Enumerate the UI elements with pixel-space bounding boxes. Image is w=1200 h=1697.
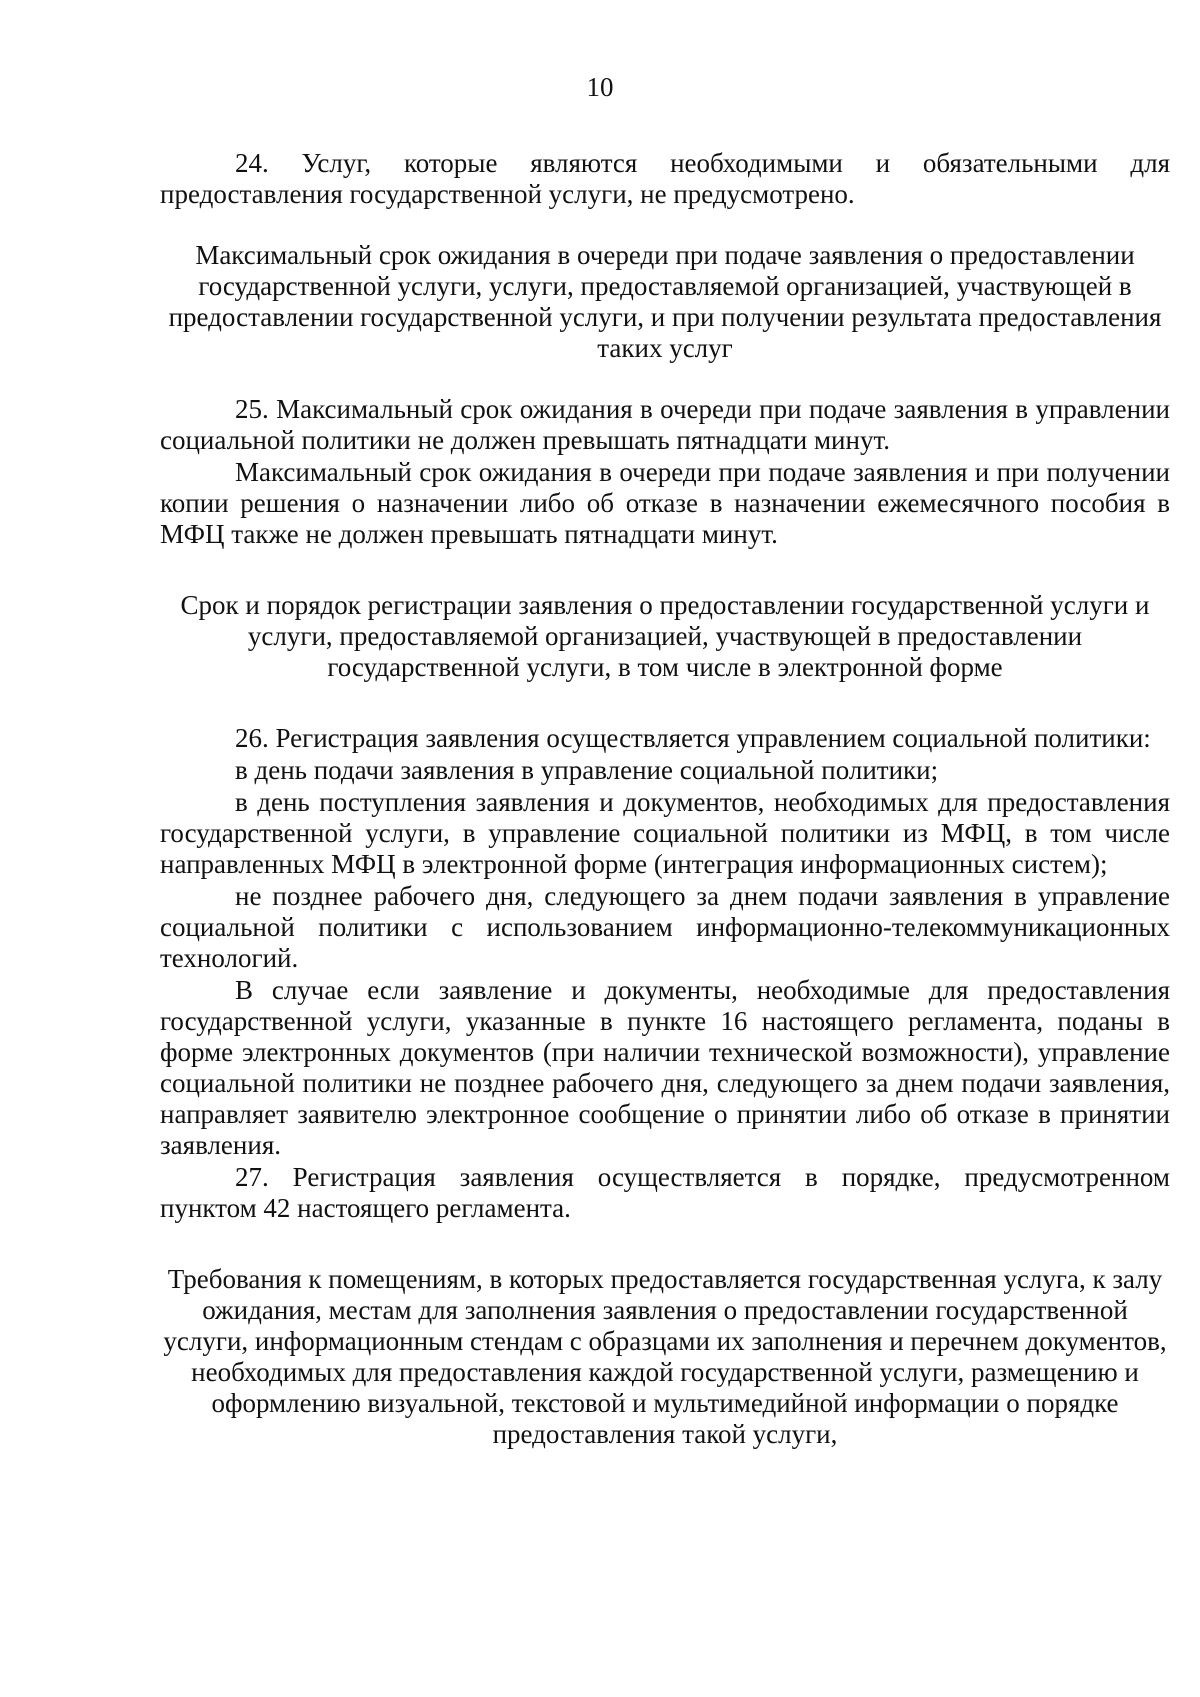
paragraph-26-item-2: в день поступления заявления и документов, необходимых для предоставления государственной услуги, в управление социальной политики из МФЦ, в том числе направленных МФЦ в электронной форме (интеграция информационных систем); bbox=[160, 787, 1170, 879]
paragraph-25-mfc: Максимальный срок ожидания в очереди при подаче заявления и при получении копии решения о назначении либо об отказе в назначении ежемесячного пособия в МФЦ также не должен превышать пятнадцати минут. bbox=[160, 457, 1170, 549]
section-heading-premises: Требования к помещениям, в которых предоставляется государственная услуга, к залу ожидания, местам для заполнения заявления о предоставлении государственной услуги, информационным стендам с образцами их заполнения и перечнем документов, необходимых для предоставления каждой государственной услуги, размещению и оформлению визуальной, текстовой и мультимедийной информации о порядке предоставления такой услуги, bbox=[163, 1264, 1167, 1449]
section-heading-queue-time: Максимальный срок ожидания в очереди при подаче заявления о предоставлении государственной услуги, услуги, предоставляемой организацией, участвующей в предоставлении государственной услуги, и при получении результата предоставления таких услуг bbox=[168, 240, 1162, 363]
section-heading-registration: Срок и порядок регистрации заявления о предоставлении государственной услуги и услуги, предоставляемой организацией, участвующей в предоставлении государственной услуги, в том числе в электронной форме bbox=[180, 590, 1150, 682]
paragraph-25: 25. Максимальный срок ожидания в очереди при подаче заявления в управлении социальной политики не должен превышать пятнадцати минут. bbox=[160, 394, 1170, 455]
page-number: 10 bbox=[586, 72, 614, 102]
document-body bbox=[160, 148, 1170, 1450]
paragraph-27: 27. Регистрация заявления осуществляется в порядке, предусмотренном пунктом 42 настоящего регламента. bbox=[160, 1162, 1170, 1223]
paragraph-26-electronic: В случае если заявление и документы, необходимые для предоставления государственной услуги, указанные в пункте 16 настоящего регламента, поданы в форме электронных документов (при наличии технической возможности), управление социальной политики не позднее рабочего дня, следующего за днем подачи заявления, направляет заявителю электронное сообщение о принятии либо об отказе в принятии заявления. bbox=[160, 975, 1170, 1160]
paragraph-26: 26. Регистрация заявления осуществляется управлением социальной политики: bbox=[235, 723, 1151, 753]
paragraph-26-item-3: не позднее рабочего дня, следующего за днем подачи заявления в управление социальной политики с использованием информационно-телекоммуникационных технологий. bbox=[160, 881, 1170, 973]
paragraph-24: 24. Услуг, которые являются необходимыми и обязательными для предоставления государственной услуги, не предусмотрено. bbox=[160, 148, 1170, 209]
paragraph-26-item-1: в день подачи заявления в управление социальной политики; bbox=[235, 755, 939, 785]
